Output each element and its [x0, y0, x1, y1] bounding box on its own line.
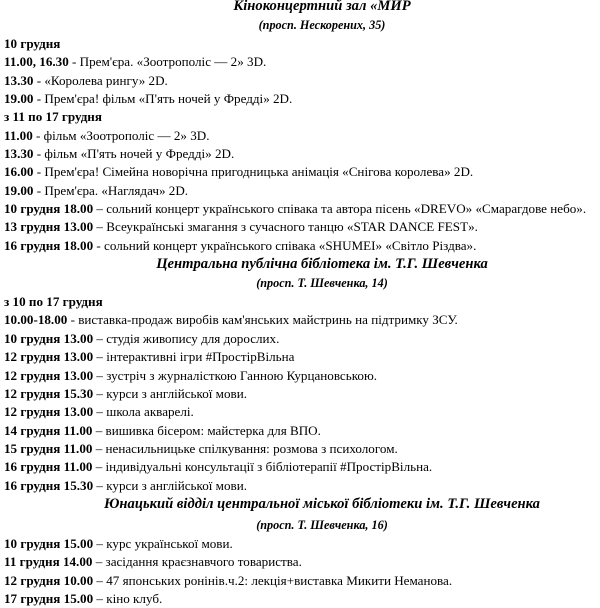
schedule-text: – кіно клуб.: [93, 590, 163, 606]
schedule-text: - фільм «П'ять ночей у Фредді» 2D.: [33, 146, 235, 162]
schedule-line: [4, 53, 596, 71]
schedule-time: 12 грудня 15.30: [4, 385, 94, 401]
schedule-line: [4, 440, 596, 458]
schedule-time: 10 грудня 15.00: [4, 535, 94, 551]
schedule-time: 11 грудня 14.00: [4, 554, 93, 570]
schedule-time: 13 грудня 13.00: [4, 219, 94, 235]
schedule-time: 10 грудня 18.00: [4, 201, 94, 217]
schedule-text: – курси з англійської мови.: [93, 477, 247, 493]
schedule-time: 15 грудня 11.00: [4, 440, 93, 456]
schedule-time: з 11 по 17 грудня: [4, 109, 102, 125]
schedule-time: 11.00, 16.30: [4, 54, 69, 70]
schedule-line: [4, 535, 596, 553]
schedule-text: - Прем'єра. «Зоотрополіс — 2» 3D.: [68, 54, 267, 70]
schedule-line: [4, 348, 596, 366]
venue-section-kinokoncertnyi-zal: [4, 0, 596, 255]
schedule-time: 16.00: [4, 164, 34, 180]
schedule-time: 19.00: [4, 182, 34, 198]
schedule-text: – студія живопису для дорослих.: [93, 330, 280, 346]
schedule-text: - «Королева рингу» 2D.: [33, 72, 168, 88]
schedule-line: [4, 590, 596, 608]
schedule-text: – ненасильницьке спілкування: розмова з психологом.: [92, 440, 398, 456]
schedule-text: – сольний концерт українського співака та автора пісень «DREVO» «Смарагдове небо».: [93, 201, 587, 217]
schedule-line: [4, 403, 596, 421]
schedule-line: [4, 367, 596, 385]
schedule-line: [4, 182, 596, 200]
schedule-text: - Прем'єра! фільм «П'ять ночей у Фредді» 2D.: [33, 91, 293, 107]
schedule-text: – 47 японських ронінів.ч.2: лекція+виставка Микити Неманова.: [93, 572, 453, 588]
schedule-text: - виставка-продаж виробів кам'янських майстринь на підтримку ЗСУ.: [67, 312, 458, 328]
schedule-time: 11.00: [4, 127, 33, 143]
schedule-line: [4, 218, 596, 236]
schedule-time: 14 грудня 11.00: [4, 422, 93, 438]
schedule-line: [4, 553, 596, 571]
schedule-text: – інтерактивні ігри #ПростірВільна: [93, 349, 295, 365]
schedule-text: - Прем'єра! Сімейна новорічна пригодницька анімація «Снігова королева» 2D.: [33, 164, 474, 180]
venue-address: (просп. Нескорених, 35): [258, 18, 386, 32]
schedule-line: [4, 200, 596, 218]
schedule-line: [4, 163, 596, 181]
venue-title: Кіноконцертний зал «МИР: [233, 0, 411, 14]
schedule-line: [4, 572, 596, 590]
schedule-text: – Всеукраїнські змагання з сучасного танцю «STAR DANCE FEST».: [93, 219, 478, 235]
schedule-line: [4, 127, 596, 145]
schedule-time: з 10 по 17 грудня: [4, 294, 103, 310]
schedule-text: – курс української мови.: [93, 535, 233, 551]
venue-section-central-library: [4, 255, 596, 495]
schedule-time: 10 грудня: [4, 36, 61, 51]
schedule-time: 12 грудня 13.00: [4, 349, 94, 365]
schedule-line: [4, 477, 596, 495]
venue-section-youth-library: [4, 495, 596, 608]
schedule-time: 13.30: [4, 72, 34, 88]
schedule-text: - сольний концерт українського співака «SHUMEI» «Світло Різдва».: [93, 237, 477, 253]
schedule-time: 10.00-18.00: [4, 312, 68, 328]
schedule-text: – засідання краєзнавчого товариства.: [92, 554, 302, 570]
venue-title: Центральна публічна бібліотека ім. Т.Г. Шевченка: [156, 256, 488, 273]
schedule-text: – зустріч з журналісткою Ганною Курцановською.: [93, 367, 378, 383]
venue-title: Юнацький відділ центральної міської бібліотеки ім. Т.Г. Шевченка: [104, 495, 540, 512]
schedule-text: – школа акварелі.: [93, 404, 194, 420]
schedule-line: [4, 108, 596, 126]
schedule-text: – індивідуальні консультації з бібліотерапії #ПростірВільна.: [92, 459, 433, 475]
schedule-line: [4, 330, 596, 348]
schedule-time: 16 грудня 18.00: [4, 237, 94, 253]
schedule-time: 13.30: [4, 146, 34, 162]
schedule-time: 19.00: [4, 91, 34, 107]
schedule-line: [4, 458, 596, 476]
schedule-line: [4, 422, 596, 440]
schedule-time: 17 грудня 15.00: [4, 590, 94, 606]
schedule-line: [4, 311, 596, 329]
venue-address: (просп. Т. Шевченка, 14): [256, 276, 388, 291]
schedule-text: - фільм «Зоотрополіс — 2» 3D.: [32, 127, 210, 143]
schedule-line: [4, 90, 596, 108]
schedule-text: - Прем'єра. «Наглядач» 2D.: [33, 182, 189, 198]
schedule-line: [4, 145, 596, 163]
schedule-time: 12 грудня 13.00: [4, 367, 94, 383]
schedule-text: – вишивка бісером: майстерка для ВПО.: [92, 422, 321, 438]
schedule-time: 16 грудня 11.00: [4, 459, 93, 475]
event-schedule: [4, 0, 596, 608]
schedule-text: – курси з англійської мови.: [93, 385, 247, 401]
schedule-line: [4, 385, 596, 403]
venue-address: (просп. Т. Шевченка, 16): [256, 517, 388, 532]
schedule-line: [4, 35, 596, 53]
schedule-line: [4, 293, 596, 311]
schedule-time: 16 грудня 15.30: [4, 477, 94, 493]
schedule-line: [4, 72, 596, 90]
schedule-time: 10 грудня 13.00: [4, 330, 94, 346]
schedule-time: 12 грудня 10.00: [4, 572, 94, 588]
schedule-time: 12 грудня 13.00: [4, 404, 94, 420]
schedule-line: [4, 237, 596, 255]
